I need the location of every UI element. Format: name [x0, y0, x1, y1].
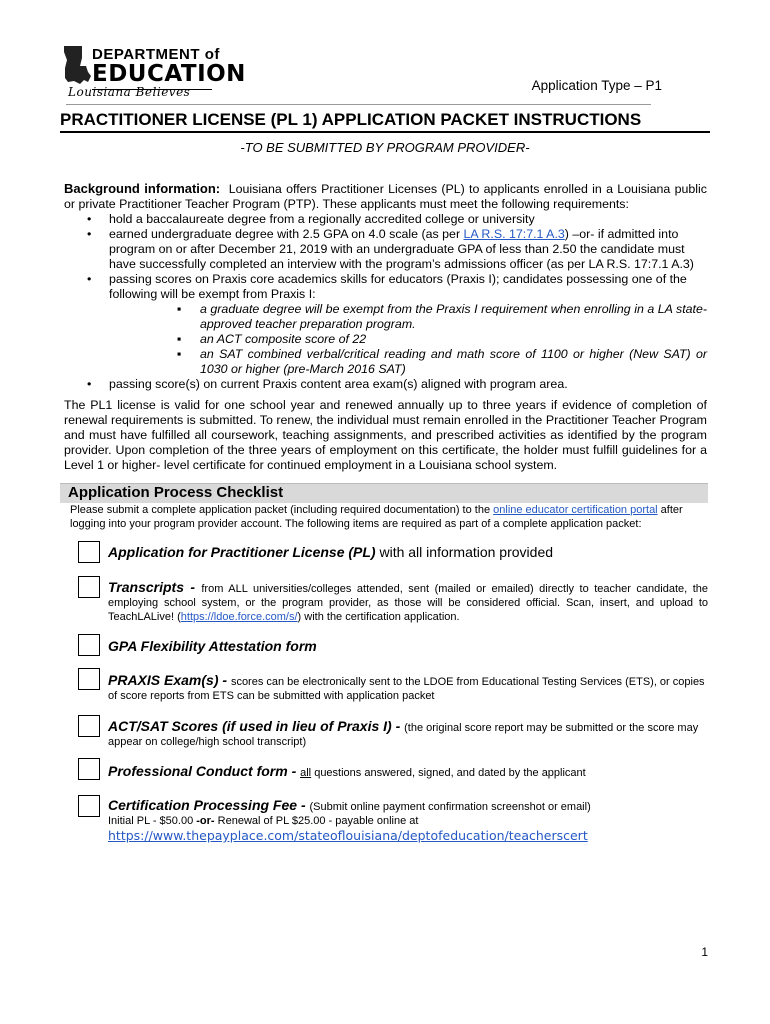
item-text: (the original score report may be submitted or the score may appear on college/high school transcript)	[108, 722, 699, 748]
checkbox[interactable]	[78, 758, 100, 780]
background-intro	[64, 181, 707, 212]
requirement-text: ) –or- if admitted into program on or after December 21, 2019 with an undergraduate GPA of less than 2.50 the candidate must have successfully completed an interview with the program’s admissions officer (as per LA R.S. 17:7.1 A.3)	[109, 227, 694, 271]
requirement-item	[64, 212, 707, 227]
license-validity-paragraph: The PL1 license is valid for one school year and renewed annually up to three years if evidence of completion of renewal requirements is submitted. To renew, the individual must remain enrolled in the Practitioner Teacher Program and must have fulfilled all coursework, teaching assignments, and prescribed activities as identified by the program provider. Upon completion of the three years of employment on this certificate, the holder must fulfill guidelines for a Level 1 or higher- level certificate for continued employment in a Louisiana school system.	[64, 398, 707, 472]
item-title: Transcripts -	[108, 579, 202, 595]
background-intro-text: Louisiana offers Practitioner Licenses (PL) to applicants enrolled in a Louisiana public or private Practitioner Teacher Program (PTP). These applicants must meet the following requirements:	[64, 182, 707, 211]
exemption-item: ▪ an SAT combined verbal/critical reading and math score of 1100 or higher (New SAT) or 1030 or higher (pre-March 2016 SAT)	[109, 347, 707, 377]
requirement-text: passing score(s) on current Praxis content area exam(s) aligned with program area.	[109, 377, 568, 391]
background-section	[64, 181, 707, 473]
checkbox[interactable]	[78, 795, 100, 817]
item-title: Application for Practitioner License (PL)	[108, 544, 376, 560]
item-title: Professional Conduct form -	[108, 763, 301, 779]
header-divider	[66, 104, 651, 105]
checkbox[interactable]	[78, 668, 100, 690]
item-text: from ALL universities/colleges attended, sent (mailed or emailed) directly to teacher candidate, the employing school system, or the program provider, as those will be considered official. Scan, insert, and upload to TeachLALive! (	[108, 583, 709, 623]
payment-link[interactable]: https://www.thepayplace.com/stateoflouisiana/deptofeducation/teacherscert	[108, 828, 588, 843]
checkbox[interactable]	[78, 634, 100, 656]
item-title: ACT/SAT Scores (if used in lieu of Praxis I) -	[108, 718, 405, 734]
fee-or: -or-	[196, 815, 215, 827]
logo-tagline: Louisiana Believes	[68, 85, 191, 99]
requirements-list	[64, 212, 707, 392]
checklist-heading-bar	[60, 483, 708, 503]
logo-education-text: EDUCATION	[92, 61, 246, 87]
exemption-list	[109, 302, 707, 377]
background-heading: Background information:	[64, 181, 221, 196]
item-text: ) with the certification application.	[297, 611, 460, 623]
fee-text: Renewal of PL $25.00 - payable online at	[214, 815, 419, 827]
item-text: scores can be electronically sent to the LDOE from Educational Testing Services (ETS), or copies of score reports from ETS can be submitted with application packet	[108, 676, 705, 702]
requirement-item	[64, 377, 707, 392]
checkbox[interactable]	[78, 715, 100, 737]
exemption-item: ▪ a graduate degree will be exempt from the Praxis I requirement when enrolling in a LA state-approved teacher preparation program.	[109, 302, 707, 332]
requirement-text: earned undergraduate degree with 2.5 GPA on 4.0 scale (as per	[109, 227, 464, 241]
logo-department-text: DEPARTMENT of	[92, 46, 220, 63]
item-title: PRAXIS Exam(s) -	[108, 672, 231, 688]
requirement-text: passing scores on Praxis core academics skills for educators (Praxis I); candidates possessing one of the following will be exempt from Praxis I:	[109, 272, 687, 301]
page-title: PRACTITIONER LICENSE (PL 1) APPLICATION PACKET INSTRUCTIONS	[60, 110, 642, 129]
requirement-item	[64, 227, 707, 272]
item-title: Certification Processing Fee -	[108, 797, 310, 813]
item-text: questions answered, signed, and dated by the applicant	[311, 767, 586, 779]
item-text: with all information provided	[375, 544, 554, 560]
certification-portal-link[interactable]: online educator certification portal	[493, 504, 658, 516]
checklist-intro	[70, 503, 710, 531]
requirement-item	[64, 272, 707, 377]
application-type: Application Type – P1	[531, 78, 662, 93]
fee-text: Initial PL - $50.00	[108, 815, 197, 827]
page-subtitle: -TO BE SUBMITTED BY PROGRAM PROVIDER-	[240, 140, 530, 155]
exemption-item: ▪ an ACT composite score of 22	[109, 332, 707, 347]
item-title: GPA Flexibility Attestation form	[108, 638, 317, 654]
statute-link[interactable]: LA R.S. 17:7.1 A.3	[463, 227, 565, 241]
checklist-heading: Application Process Checklist	[68, 484, 284, 501]
louisiana-state-icon	[62, 44, 92, 90]
checklist-intro-text: Please submit a complete application packet (including required documentation) to the	[70, 504, 494, 516]
item-emphasis: all	[300, 767, 312, 779]
requirement-text: hold a baccalaureate degree from a regionally accredited college or university	[109, 212, 535, 226]
checklist-intro-text: after logging into your program provider account. The following items are required as part of a complete application packet:	[70, 504, 683, 530]
page-number: 1	[701, 945, 708, 959]
checkbox[interactable]	[78, 541, 100, 563]
teachlalive-link[interactable]: https://ldoe.force.com/s/	[180, 611, 298, 623]
checkbox[interactable]	[78, 576, 100, 598]
title-underline	[60, 131, 710, 133]
item-text: (Submit online payment confirmation screenshot or email)	[309, 801, 591, 813]
